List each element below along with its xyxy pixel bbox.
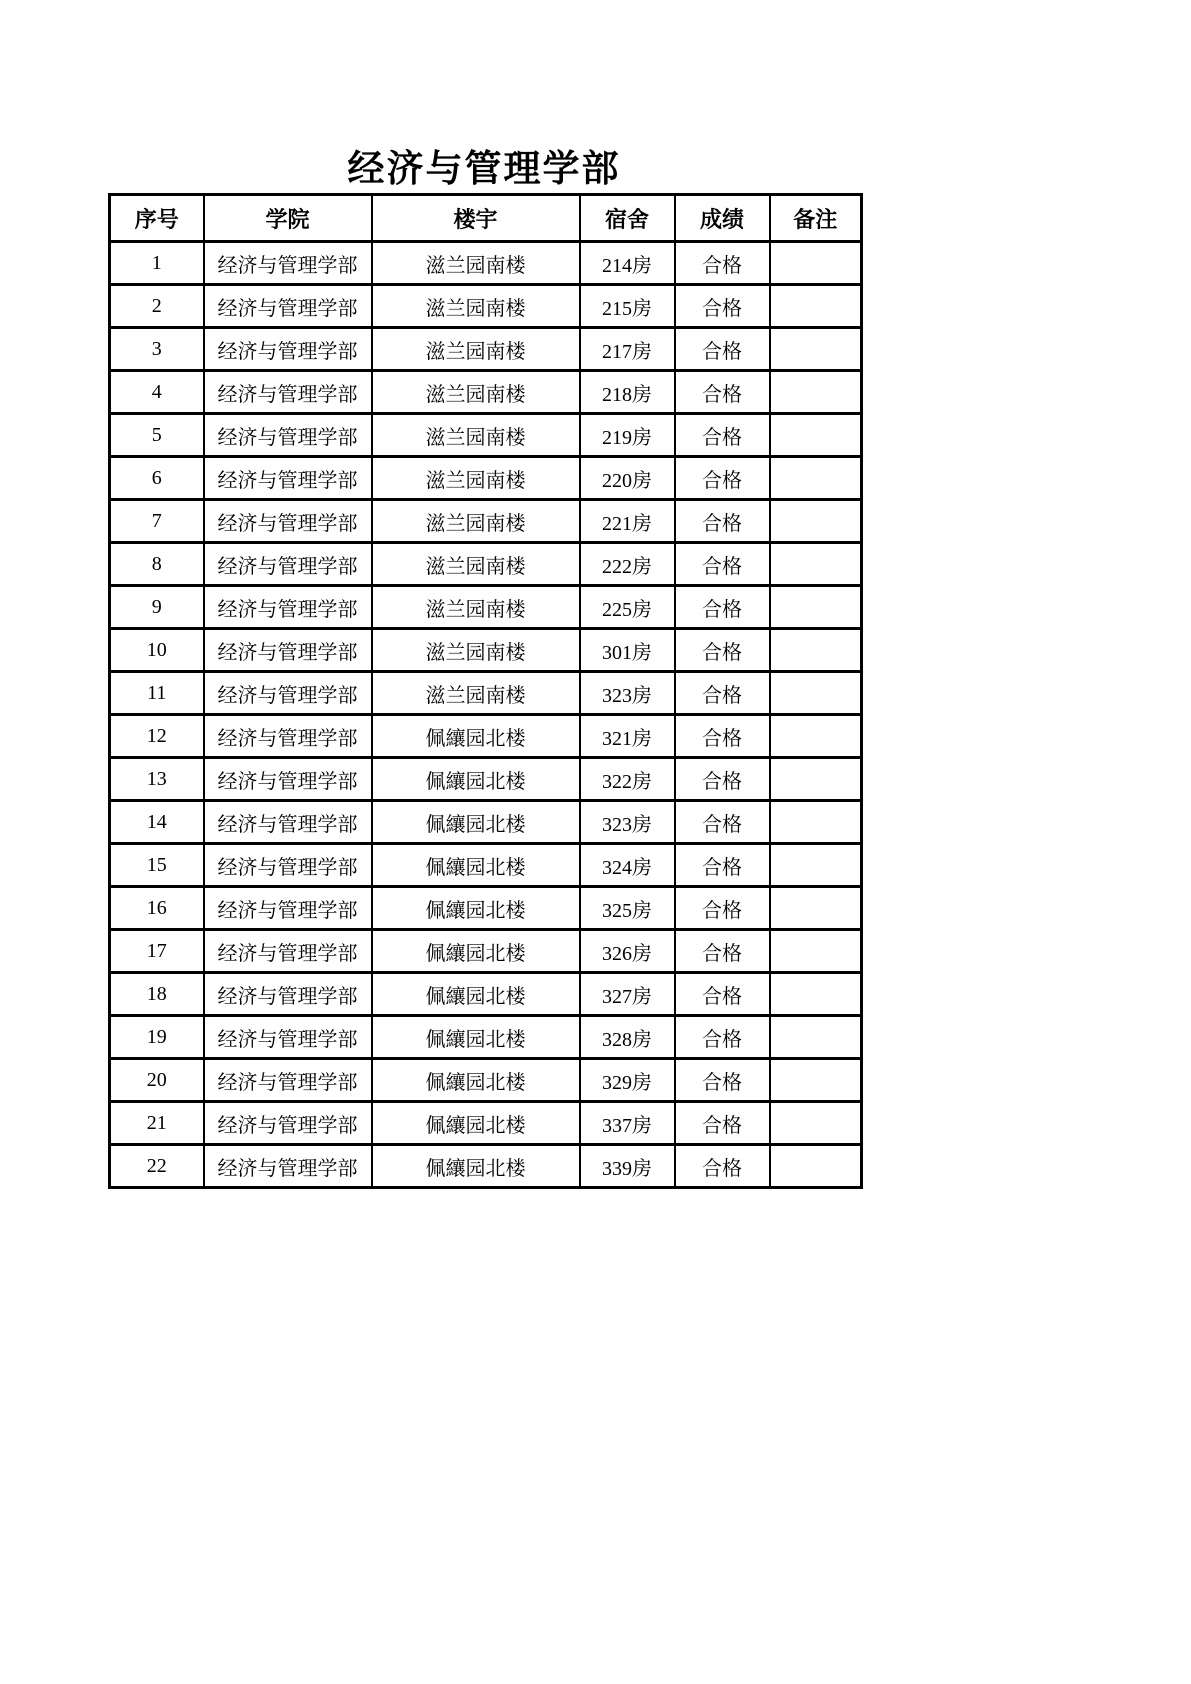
cell-no: 5 — [110, 414, 204, 457]
cell-room: 225房 — [580, 586, 675, 629]
cell-result: 合格 — [675, 672, 770, 715]
cell-no: 17 — [110, 930, 204, 973]
cell-building: 滋兰园南楼 — [372, 457, 580, 500]
cell-result: 合格 — [675, 543, 770, 586]
cell-college: 经济与管理学部 — [204, 973, 372, 1016]
cell-room: 329房 — [580, 1059, 675, 1102]
table-row — [110, 930, 862, 973]
cell-no: 10 — [110, 629, 204, 672]
table-row — [110, 543, 862, 586]
cell-no: 15 — [110, 844, 204, 887]
cell-no: 18 — [110, 973, 204, 1016]
cell-building: 滋兰园南楼 — [372, 242, 580, 285]
table-row — [110, 328, 862, 371]
header-remark: 备注 — [770, 195, 862, 242]
cell-remark — [770, 500, 862, 543]
cell-no: 14 — [110, 801, 204, 844]
cell-result: 合格 — [675, 414, 770, 457]
cell-result: 合格 — [675, 844, 770, 887]
cell-room: 217房 — [580, 328, 675, 371]
cell-no: 21 — [110, 1102, 204, 1145]
cell-college: 经济与管理学部 — [204, 285, 372, 328]
cell-remark — [770, 285, 862, 328]
cell-building: 滋兰园南楼 — [372, 414, 580, 457]
cell-building: 佩纕园北楼 — [372, 758, 580, 801]
cell-no: 2 — [110, 285, 204, 328]
cell-building: 滋兰园南楼 — [372, 543, 580, 586]
cell-room: 321房 — [580, 715, 675, 758]
table-header — [110, 195, 862, 242]
header-no: 序号 — [110, 195, 204, 242]
cell-room: 324房 — [580, 844, 675, 887]
cell-college: 经济与管理学部 — [204, 715, 372, 758]
cell-building: 佩纕园北楼 — [372, 1059, 580, 1102]
cell-college: 经济与管理学部 — [204, 543, 372, 586]
cell-college: 经济与管理学部 — [204, 371, 372, 414]
table-row — [110, 973, 862, 1016]
table-row — [110, 1059, 862, 1102]
cell-college: 经济与管理学部 — [204, 801, 372, 844]
header-row — [110, 195, 862, 242]
cell-college: 经济与管理学部 — [204, 1145, 372, 1188]
table-row — [110, 285, 862, 328]
table-row — [110, 801, 862, 844]
cell-no: 6 — [110, 457, 204, 500]
table-row — [110, 1016, 862, 1059]
cell-college: 经济与管理学部 — [204, 1016, 372, 1059]
cell-remark — [770, 758, 862, 801]
cell-result: 合格 — [675, 1102, 770, 1145]
cell-remark — [770, 887, 862, 930]
cell-remark — [770, 242, 862, 285]
cell-building: 佩纕园北楼 — [372, 930, 580, 973]
table-row — [110, 414, 862, 457]
cell-remark — [770, 586, 862, 629]
cell-college: 经济与管理学部 — [204, 758, 372, 801]
cell-remark — [770, 973, 862, 1016]
cell-college: 经济与管理学部 — [204, 672, 372, 715]
cell-college: 经济与管理学部 — [204, 457, 372, 500]
cell-no: 22 — [110, 1145, 204, 1188]
cell-result: 合格 — [675, 973, 770, 1016]
cell-no: 9 — [110, 586, 204, 629]
table-row — [110, 844, 862, 887]
cell-building: 佩纕园北楼 — [372, 801, 580, 844]
cell-no: 11 — [110, 672, 204, 715]
cell-room: 328房 — [580, 1016, 675, 1059]
header-college: 学院 — [204, 195, 372, 242]
cell-remark — [770, 629, 862, 672]
cell-remark — [770, 801, 862, 844]
cell-no: 16 — [110, 887, 204, 930]
cell-room: 327房 — [580, 973, 675, 1016]
cell-result: 合格 — [675, 930, 770, 973]
table-row — [110, 672, 862, 715]
cell-room: 326房 — [580, 930, 675, 973]
cell-remark — [770, 1059, 862, 1102]
cell-building: 滋兰园南楼 — [372, 586, 580, 629]
table-row — [110, 887, 862, 930]
table-row — [110, 457, 862, 500]
cell-remark — [770, 1102, 862, 1145]
cell-college: 经济与管理学部 — [204, 414, 372, 457]
cell-building: 佩纕园北楼 — [372, 1016, 580, 1059]
cell-result: 合格 — [675, 629, 770, 672]
table-row — [110, 500, 862, 543]
cell-room: 219房 — [580, 414, 675, 457]
table-body — [110, 242, 862, 1188]
cell-room: 325房 — [580, 887, 675, 930]
cell-result: 合格 — [675, 457, 770, 500]
cell-result: 合格 — [675, 500, 770, 543]
cell-room: 322房 — [580, 758, 675, 801]
cell-building: 佩纕园北楼 — [372, 887, 580, 930]
cell-remark — [770, 1145, 862, 1188]
cell-result: 合格 — [675, 715, 770, 758]
cell-building: 滋兰园南楼 — [372, 371, 580, 414]
cell-room: 218房 — [580, 371, 675, 414]
cell-remark — [770, 844, 862, 887]
table-row — [110, 1145, 862, 1188]
cell-remark — [770, 1016, 862, 1059]
cell-result: 合格 — [675, 758, 770, 801]
cell-college: 经济与管理学部 — [204, 242, 372, 285]
cell-no: 12 — [110, 715, 204, 758]
cell-room: 337房 — [580, 1102, 675, 1145]
cell-remark — [770, 930, 862, 973]
table-row — [110, 1102, 862, 1145]
cell-result: 合格 — [675, 328, 770, 371]
cell-college: 经济与管理学部 — [204, 930, 372, 973]
cell-college: 经济与管理学部 — [204, 586, 372, 629]
cell-room: 301房 — [580, 629, 675, 672]
header-room: 宿舍 — [580, 195, 675, 242]
cell-result: 合格 — [675, 242, 770, 285]
table-row — [110, 629, 862, 672]
cell-result: 合格 — [675, 1016, 770, 1059]
table-row — [110, 715, 862, 758]
cell-building: 佩纕园北楼 — [372, 1102, 580, 1145]
cell-remark — [770, 715, 862, 758]
cell-room: 215房 — [580, 285, 675, 328]
cell-building: 佩纕园北楼 — [372, 973, 580, 1016]
cell-remark — [770, 371, 862, 414]
cell-college: 经济与管理学部 — [204, 844, 372, 887]
cell-building: 滋兰园南楼 — [372, 285, 580, 328]
cell-result: 合格 — [675, 1145, 770, 1188]
cell-college: 经济与管理学部 — [204, 1102, 372, 1145]
cell-building: 佩纕园北楼 — [372, 1145, 580, 1188]
cell-building: 滋兰园南楼 — [372, 500, 580, 543]
cell-room: 323房 — [580, 801, 675, 844]
header-building: 楼宇 — [372, 195, 580, 242]
cell-no: 13 — [110, 758, 204, 801]
cell-no: 1 — [110, 242, 204, 285]
table-row — [110, 371, 862, 414]
cell-no: 19 — [110, 1016, 204, 1059]
table-row — [110, 242, 862, 285]
cell-result: 合格 — [675, 371, 770, 414]
cell-room: 221房 — [580, 500, 675, 543]
cell-room: 220房 — [580, 457, 675, 500]
cell-college: 经济与管理学部 — [204, 328, 372, 371]
cell-result: 合格 — [675, 285, 770, 328]
cell-building: 滋兰园南楼 — [372, 672, 580, 715]
dorm-results-table — [108, 193, 863, 1189]
cell-college: 经济与管理学部 — [204, 500, 372, 543]
cell-college: 经济与管理学部 — [204, 629, 372, 672]
cell-result: 合格 — [675, 1059, 770, 1102]
cell-result: 合格 — [675, 801, 770, 844]
cell-result: 合格 — [675, 586, 770, 629]
cell-remark — [770, 414, 862, 457]
cell-remark — [770, 457, 862, 500]
cell-no: 7 — [110, 500, 204, 543]
cell-room: 339房 — [580, 1145, 675, 1188]
cell-room: 323房 — [580, 672, 675, 715]
cell-room: 222房 — [580, 543, 675, 586]
cell-no: 8 — [110, 543, 204, 586]
cell-building: 佩纕园北楼 — [372, 715, 580, 758]
table-row — [110, 586, 862, 629]
cell-no: 20 — [110, 1059, 204, 1102]
cell-no: 3 — [110, 328, 204, 371]
cell-building: 滋兰园南楼 — [372, 629, 580, 672]
cell-college: 经济与管理学部 — [204, 887, 372, 930]
cell-college: 经济与管理学部 — [204, 1059, 372, 1102]
cell-room: 214房 — [580, 242, 675, 285]
cell-remark — [770, 543, 862, 586]
cell-building: 滋兰园南楼 — [372, 328, 580, 371]
table-row — [110, 758, 862, 801]
cell-no: 4 — [110, 371, 204, 414]
page-title: 经济与管理学部 — [347, 149, 621, 190]
cell-result: 合格 — [675, 887, 770, 930]
header-result: 成绩 — [675, 195, 770, 242]
cell-remark — [770, 328, 862, 371]
cell-remark — [770, 672, 862, 715]
cell-building: 佩纕园北楼 — [372, 844, 580, 887]
